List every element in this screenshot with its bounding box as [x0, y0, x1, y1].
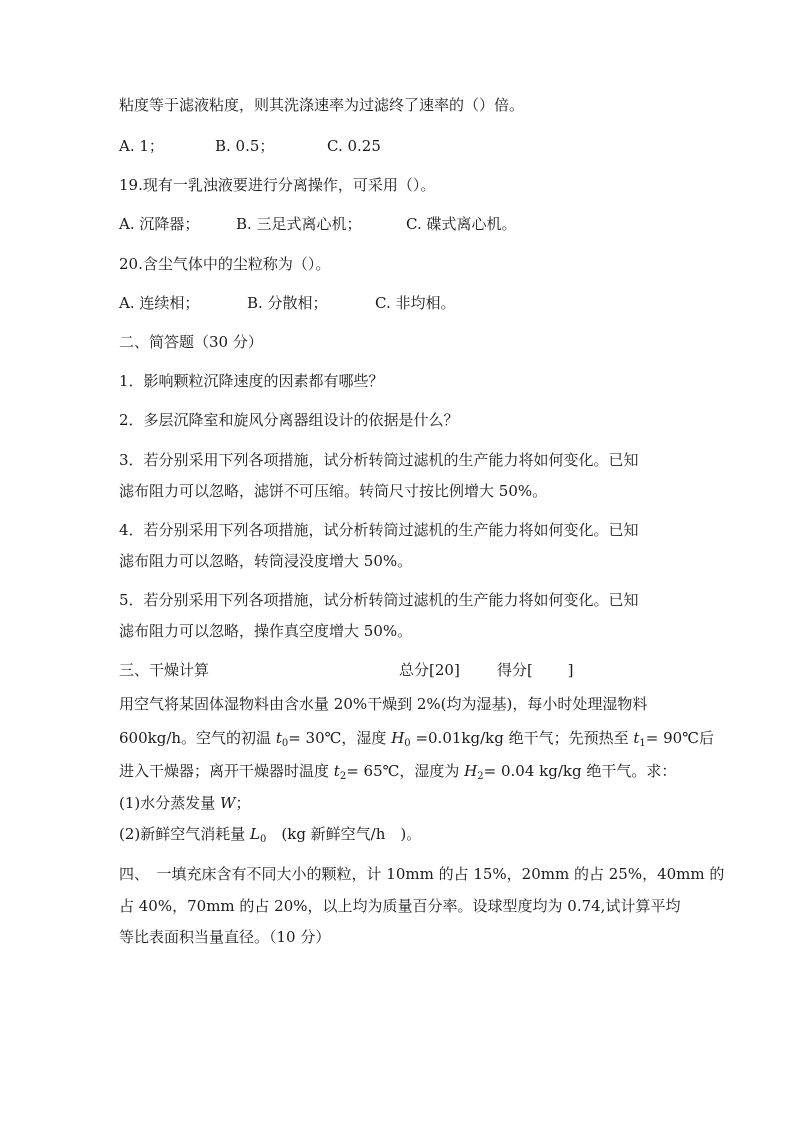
- text-run: = 30℃，湿度: [288, 729, 392, 747]
- var-w: W: [220, 794, 236, 812]
- q20-options: [119, 293, 455, 313]
- section3-total: 总分[20]: [399, 661, 460, 679]
- var-h: H: [391, 729, 405, 747]
- text-run: = 0.04 kg/kg 绝干气。求：: [483, 762, 677, 780]
- section3-line-2: [119, 728, 714, 748]
- q20-option-b: B. 分散相；: [247, 294, 328, 312]
- text-run: ；: [235, 794, 251, 812]
- section3-line-1: 用空气将某固体湿物料由含水量 20%干燥到 2%(均为湿基)，每小时处理湿物料: [119, 695, 648, 713]
- q20-option-a: A. 连续相；: [119, 294, 200, 312]
- section3-score: 得分[ ]: [497, 661, 574, 679]
- section4-line-3: 等比表面积当量直径。（10 分）: [119, 928, 331, 946]
- section2-item-5-cont: 滤布阻力可以忽略，操作真空度增大 50%。: [119, 622, 413, 640]
- var-t: t: [333, 762, 340, 780]
- section2-item-3: 3．若分别采用下列各项措施，试分析转筒过滤机的生产能力将如何变化。已知: [119, 451, 639, 469]
- section3-line-4: [119, 793, 250, 813]
- q19-options: [119, 214, 516, 234]
- q20-option-c: C. 非均相。: [375, 294, 456, 312]
- section2-item-1: 1．影响颗粒沉降速度的因素都有哪些？: [119, 372, 384, 390]
- section3-heading: 三、干燥计算: [119, 661, 210, 679]
- q19-stem: 19.现有一乳浊液要进行分离操作，可采用（）。: [119, 176, 436, 194]
- q18-options: [119, 136, 381, 156]
- text-run: = 65℃，湿度为: [346, 762, 465, 780]
- q19-option-b: B. 三足式离心机；: [236, 215, 362, 233]
- section4-line-1: 四、 一填充床含有不同大小的颗粒，计 10mm 的占 15%，20mm 的占 25%，40mm 的: [119, 865, 725, 883]
- section2-item-3-cont: 滤布阻力可以忽略，滤饼不可压缩。转筒尺寸按比例增大 50%。: [119, 482, 548, 500]
- section2-item-4: 4．若分别采用下列各项措施，试分析转筒过滤机的生产能力将如何变化。已知: [119, 521, 639, 539]
- q19-option-c: C. 碟式离心机。: [406, 215, 517, 233]
- section2-item-5: 5．若分别采用下列各项措施，试分析转筒过滤机的生产能力将如何变化。已知: [119, 591, 639, 609]
- text-run: (2)新鲜空气消耗量: [119, 825, 251, 843]
- var-l: L: [250, 825, 260, 843]
- q20-stem: 20.含尘气体中的尘粒称为（）。: [119, 255, 331, 273]
- sub-2: 2: [339, 771, 347, 782]
- sub-0: 0: [260, 834, 267, 845]
- sub-0: 0: [404, 738, 411, 749]
- section3-line-3: [119, 761, 676, 781]
- var-t: t: [633, 729, 640, 747]
- var-t: t: [275, 729, 282, 747]
- section2-item-4-cont: 滤布阻力可以忽略，转筒浸没度增大 50%。: [119, 552, 413, 570]
- text-run: 进入干燥器；离开干燥器时温度: [119, 762, 334, 780]
- text-run: (1)水分蒸发量: [119, 794, 221, 812]
- section3-header-row: [119, 660, 573, 680]
- section2-heading: 二、简答题（30 分）: [119, 333, 263, 351]
- text-run: =0.01kg/kg 绝干气；先预热至: [410, 729, 634, 747]
- sub-1: 1: [639, 738, 646, 749]
- text-run: 600kg/h。空气的初温: [119, 729, 276, 747]
- var-h: H: [464, 762, 478, 780]
- text-run: (kg 新鲜空气/h )。: [266, 825, 422, 843]
- q19-option-a: A. 沉降器；: [119, 215, 200, 233]
- sub-0: 0: [281, 738, 289, 749]
- sub-2: 2: [477, 771, 484, 782]
- section4-line-2: 占 40%，70mm 的占 20%，以上均为质量百分率。设球型度均为 0.74,试计算平均: [119, 897, 681, 915]
- section2-item-2: 2．多层沉降室和旋风分离器组设计的依据是什么？: [119, 411, 459, 429]
- text-run: = 90℃后: [645, 729, 715, 747]
- q18-option-a: A. 1；: [119, 137, 164, 155]
- q18-option-c: C. 0.25: [327, 137, 381, 155]
- q18-tail: 粘度等于滤液粘度，则其洗涤速率为过滤终了速率的（）倍。: [119, 96, 525, 114]
- section3-line-5: [119, 824, 421, 844]
- q18-option-b: B. 0.5；: [215, 137, 275, 155]
